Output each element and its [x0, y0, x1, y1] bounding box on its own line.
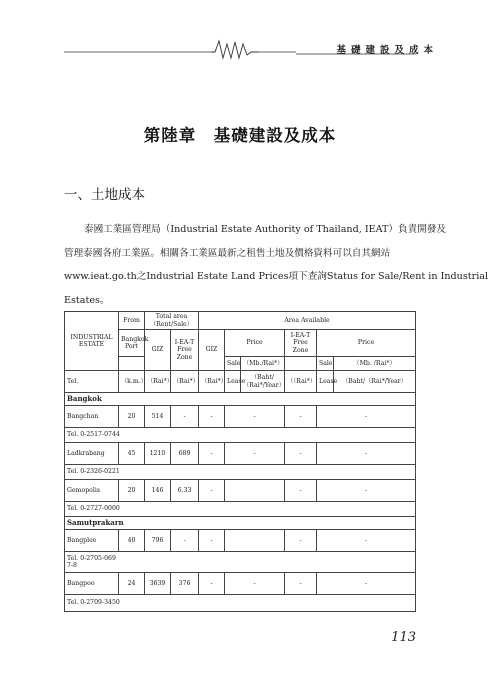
- estate-name: Gemopolis: [65, 480, 119, 502]
- estate-from: 20: [119, 406, 145, 428]
- estate-free-zone: 6.33: [171, 480, 199, 502]
- estate-giz: 3639: [145, 573, 171, 595]
- units-lease: Lease: [225, 371, 241, 393]
- header-from: From: [119, 312, 145, 330]
- units-km: （k.m.）: [119, 371, 145, 393]
- region-row: Samutprakarn: [65, 517, 416, 530]
- estate-avail-free-zone: -: [285, 443, 317, 465]
- estate-avail-free-zone: -: [285, 530, 317, 552]
- estate-avail-giz: -: [199, 573, 225, 595]
- header-giz-available: GIZ: [199, 330, 225, 371]
- units-rai: （Rai*）: [199, 371, 225, 393]
- estate-avail-giz: -: [199, 406, 225, 428]
- intro-paragraph: [64, 218, 488, 312]
- estate-free-zone: -: [171, 406, 199, 428]
- estate-price-2: -: [317, 530, 416, 552]
- estate-avail-free-zone: -: [285, 480, 317, 502]
- estate-giz: 1210: [145, 443, 171, 465]
- estate-price: [225, 530, 285, 552]
- header-ieat-free-zone: I-EA-T Free Zone: [171, 330, 199, 371]
- chapter-title: 第陸章 基礎建設及成本: [143, 126, 337, 145]
- header-area-available: Area Available: [199, 312, 416, 330]
- units-lease: Lease: [317, 371, 334, 393]
- header-bangkok-port: Bangkok Port: [119, 330, 145, 357]
- estate-tel: [65, 552, 416, 573]
- estate-free-zone: 689: [171, 443, 199, 465]
- estate-price-2: -: [317, 406, 416, 428]
- estate-name: Bangplee: [65, 530, 119, 552]
- estate-tel-text: Tel. 0-2705-0697-8: [67, 554, 116, 569]
- paragraph-line: 泰國工業區管理局（Industrial Estate Authority of Thailand, IEAT）負責開發及: [84, 224, 446, 235]
- estate-tel: Tel. 0-2517-0744: [65, 428, 416, 443]
- units-baht-rai-year: （Baht/（Rai*/Year）: [241, 371, 285, 393]
- header-giz: GIZ: [145, 330, 171, 371]
- estate-price: [225, 480, 285, 502]
- estate-from: 40: [119, 530, 145, 552]
- estate-tel: Tel. 0-2326-0221: [65, 465, 416, 480]
- estate-giz: 146: [145, 480, 171, 502]
- header-label: 基礎建設及成本: [336, 45, 438, 56]
- header-sale-2: Sale: [317, 357, 334, 371]
- estate-free-zone: -: [171, 530, 199, 552]
- estate-price: -: [225, 573, 285, 595]
- section-heading: 一、土地成本: [64, 187, 145, 203]
- page-number: 113: [391, 630, 416, 645]
- header-price: Price: [225, 330, 285, 357]
- estate-price-2: -: [317, 443, 416, 465]
- page-header: [0, 0, 480, 62]
- estate-name: Ladkrabang: [65, 443, 119, 465]
- estate-price-2: -: [317, 480, 416, 502]
- estate-name: Bangpoo: [65, 573, 119, 595]
- paragraph-line: Estates。: [64, 294, 110, 306]
- paragraph-line: 管理泰國各府工業區。相關各工業區最新之租售土地及價格資料可以自其網站: [64, 247, 391, 259]
- estate-giz: 796: [145, 530, 171, 552]
- estate-from: 20: [119, 480, 145, 502]
- header-mb-rai: （Mb./Rai*）: [241, 357, 285, 371]
- header-price-2: Price: [317, 330, 416, 357]
- estate-giz: 514: [145, 406, 171, 428]
- estate-avail-giz: -: [199, 480, 225, 502]
- units-tel: Tel.: [65, 371, 119, 393]
- region-row: Bangkok: [65, 393, 416, 406]
- estate-avail-giz: -: [199, 530, 225, 552]
- estate-from: 45: [119, 443, 145, 465]
- header-mb-rai-2: （Mb. /Rai*）: [334, 357, 416, 371]
- estate-name: Bangchan: [65, 406, 119, 428]
- estate-price: -: [225, 443, 285, 465]
- estate-avail-giz: -: [199, 443, 225, 465]
- estate-avail-free-zone: -: [285, 406, 317, 428]
- estate-tel: Tel. 0-2709-3450: [65, 595, 416, 612]
- estate-free-zone: 376: [171, 573, 199, 595]
- header-total-area: Total area（Rent/Sale）: [145, 312, 199, 330]
- estate-price: -: [225, 406, 285, 428]
- estate-avail-free-zone: -: [285, 573, 317, 595]
- units-rai: （Rai*）: [145, 371, 171, 393]
- estate-tel: Tel. 0-2727-0000: [65, 502, 416, 517]
- estate-from: 24: [119, 573, 145, 595]
- estate-price-2: -: [317, 573, 416, 595]
- paragraph-line: www.ieat.go.th之Industrial Estate Land Prices項下查詢Status for Sale/Rent in Industrial: [64, 271, 488, 282]
- industrial-estate-table: [64, 311, 416, 612]
- header-industrial-estate: INDUSTRIAL ESTATE: [65, 312, 119, 371]
- units-rai: （Rai*）: [171, 371, 199, 393]
- units-baht-rai-year: （Baht/（Rai*/Year）: [334, 371, 416, 393]
- units-rai: （（Rai*）: [285, 371, 317, 393]
- header-sale: Sale: [225, 357, 241, 371]
- header-ieat-free-zone-available: I-EA-T Free Zone: [285, 330, 317, 357]
